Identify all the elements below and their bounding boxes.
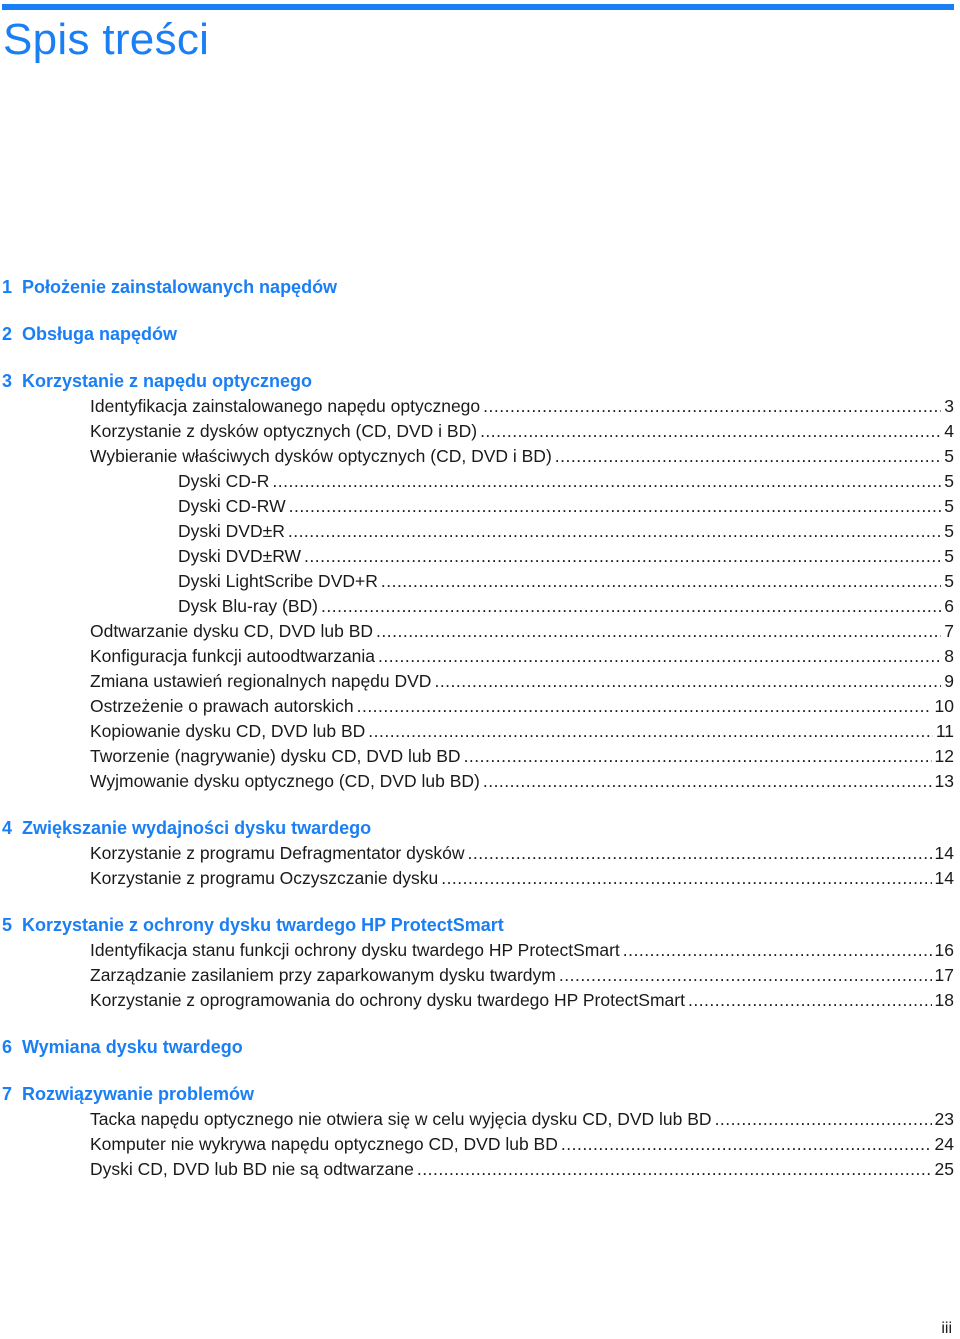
chapter-number: 1 [2,277,13,297]
entry-page-number: 5 [944,571,954,591]
toc-entry[interactable] [0,469,954,494]
entry-page-number: 3 [944,396,954,416]
dot-leader [381,569,941,594]
entry-title: Wybieranie właściwych dysków optycznych (CD, DVD i BD) [90,446,552,466]
dot-leader [434,669,941,694]
entry-page-number: 5 [944,521,954,541]
toc-entry[interactable] [0,938,954,963]
chapter-number: 2 [2,324,13,344]
entry-title: Korzystanie z dysków optycznych (CD, DVD i BD) [90,421,478,441]
dot-leader [417,1157,932,1182]
chapter-title: Korzystanie z napędu optycznego [22,371,313,391]
entry-title: Tacka napędu optycznego nie otwiera się w celu wyjęcia dysku CD, DVD lub BD [90,1109,712,1129]
entry-page-number: 5 [944,546,954,566]
entry-page-number: 7 [944,621,954,641]
chapter-heading[interactable] [0,1035,954,1060]
entry-title: Wyjmowanie dysku optycznego (CD, DVD lub BD) [90,771,480,791]
toc-entry[interactable] [0,594,954,619]
dot-leader [464,744,932,769]
dot-leader [368,719,933,744]
entry-page-number: 13 [934,771,954,791]
entry-page-number: 5 [944,471,954,491]
toc-entry[interactable] [0,419,954,444]
chapter-number: 6 [2,1037,13,1057]
toc-entry[interactable] [0,769,954,794]
dot-leader [688,988,932,1013]
dot-leader [378,644,941,669]
chapter-heading[interactable] [0,913,954,938]
entry-page-number: 4 [944,421,954,441]
dot-leader [288,519,941,544]
dot-leader [441,866,931,891]
chapter-number: 3 [2,371,13,391]
dot-leader [480,419,941,444]
entry-title: Korzystanie z programu Defragmentator dysków [90,843,465,863]
entry-page-number: 5 [944,496,954,516]
chapter-title: Obsługa napędów [22,324,178,344]
chapter-title: Zwiększanie wydajności dysku twardego [22,818,372,838]
toc-entry[interactable] [0,519,954,544]
toc-entry[interactable] [0,744,954,769]
entry-title: Kopiowanie dysku CD, DVD lub BD [90,721,366,741]
toc-chapter [0,1035,954,1060]
toc-entry[interactable] [0,963,954,988]
entry-page-number: 9 [944,671,954,691]
toc-entry[interactable] [0,619,954,644]
toc-chapter [0,913,954,1013]
entry-title: Dyski CD-RW [178,496,286,516]
table-of-contents [0,275,954,1204]
toc-entry[interactable] [0,1157,954,1182]
chapter-heading[interactable] [0,275,954,300]
entry-page-number: 17 [934,965,954,985]
toc-chapter [0,322,954,347]
dot-leader [561,1132,932,1157]
page-number: iii [941,1320,952,1337]
chapter-title: Korzystanie z ochrony dysku twardego HP ProtectSmart [22,915,504,935]
chapter-heading[interactable] [0,816,954,841]
dot-leader [483,394,941,419]
toc-entry[interactable] [0,569,954,594]
toc-chapter [0,369,954,794]
dot-leader [289,494,942,519]
chapter-title: Położenie zainstalowanych napędów [22,277,338,297]
entry-page-number: 8 [944,646,954,666]
entry-page-number: 12 [934,746,954,766]
entry-page-number: 18 [934,990,954,1010]
dot-leader [357,694,932,719]
toc-entry[interactable] [0,988,954,1013]
dot-leader [559,963,932,988]
entry-title: Dyski DVD±R [178,521,285,541]
entry-title: Ostrzeżenie o prawach autorskich [90,696,354,716]
dot-leader [467,841,931,866]
toc-chapter [0,816,954,891]
toc-entry[interactable] [0,644,954,669]
chapter-number: 7 [2,1084,13,1104]
toc-chapter [0,275,954,300]
chapter-title: Wymiana dysku twardego [22,1037,243,1057]
chapter-heading[interactable] [0,322,954,347]
entry-title: Konfiguracja funkcji autoodtwarzania [90,646,376,666]
chapter-heading[interactable] [0,1082,954,1107]
entry-page-number: 16 [934,940,954,960]
toc-entry[interactable] [0,394,954,419]
entry-page-number: 6 [944,596,954,616]
toc-entry[interactable] [0,494,954,519]
entry-title: Tworzenie (nagrywanie) dysku CD, DVD lub BD [90,746,461,766]
entry-title: Dysk Blu-ray (BD) [178,596,319,616]
dot-leader [376,619,941,644]
toc-chapter [0,1082,954,1182]
chapter-title: Rozwiązywanie problemów [22,1084,255,1104]
dot-leader [321,594,941,619]
chapter-number: 5 [2,915,13,935]
entry-title: Identyfikacja zainstalowanego napędu optycznego [90,396,481,416]
entry-page-number: 10 [934,696,954,716]
entry-page-number: 25 [934,1159,954,1179]
toc-entry[interactable] [0,694,954,719]
entry-title: Dyski LightScribe DVD+R [178,571,378,591]
entry-title: Dyski DVD±RW [178,546,302,566]
page-title: Spis treści [3,15,210,64]
entry-title: Korzystanie z oprogramowania do ochrony dysku twardego HP ProtectSmart [90,990,685,1010]
entry-page-number: 5 [944,446,954,466]
entry-title: Komputer nie wykrywa napędu optycznego CD, DVD lub BD [90,1134,558,1154]
entry-title: Korzystanie z programu Oczyszczanie dysku [90,868,439,888]
entry-title: Dyski CD, DVD lub BD nie są odtwarzane [90,1159,414,1179]
entry-title: Odtwarzanie dysku CD, DVD lub BD [90,621,374,641]
entry-page-number: 11 [935,721,954,741]
top-rule [2,4,954,10]
toc-entry[interactable] [0,544,954,569]
dot-leader [272,469,941,494]
toc-entry[interactable] [0,719,954,744]
dot-leader [483,769,932,794]
entry-title: Identyfikacja stanu funkcji ochrony dysku twardego HP ProtectSmart [90,940,620,960]
dot-leader [555,444,941,469]
toc-entry[interactable] [0,1132,954,1157]
toc-entry[interactable] [0,444,954,469]
entry-title: Dyski CD-R [178,471,270,491]
dot-leader [623,938,932,963]
entry-page-number: 14 [934,868,954,888]
entry-page-number: 23 [934,1109,954,1129]
toc-entry[interactable] [0,669,954,694]
dot-leader [304,544,941,569]
entry-title: Zmiana ustawień regionalnych napędu DVD [90,671,432,691]
chapter-number: 4 [2,818,13,838]
toc-entry[interactable] [0,1107,954,1132]
entry-title: Zarządzanie zasilaniem przy zaparkowanym dysku twardym [90,965,556,985]
dot-leader [715,1107,932,1132]
entry-page-number: 24 [934,1134,954,1154]
chapter-heading[interactable] [0,369,954,394]
toc-entry[interactable] [0,841,954,866]
toc-entry[interactable] [0,866,954,891]
entry-page-number: 14 [934,843,954,863]
